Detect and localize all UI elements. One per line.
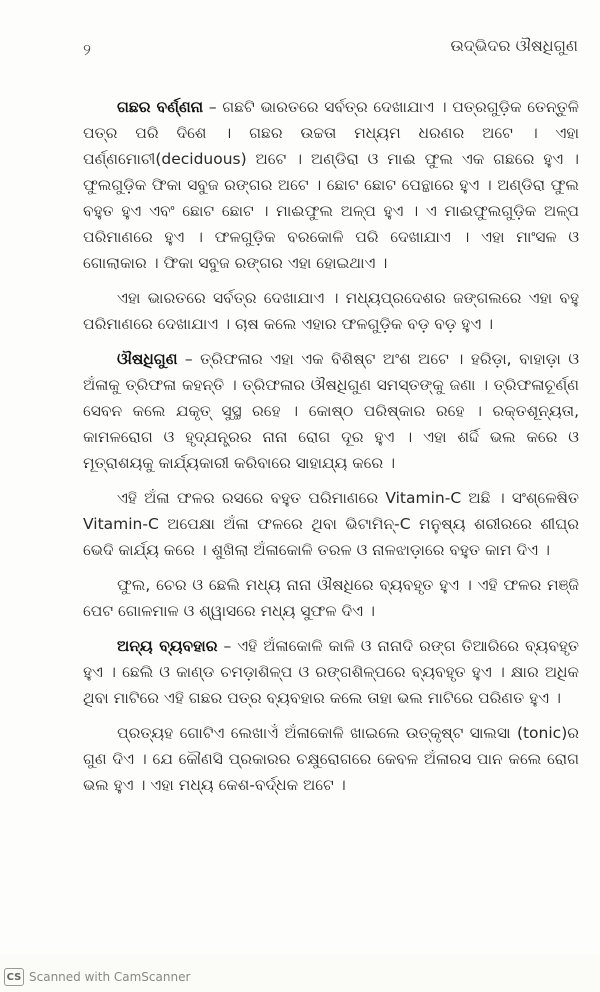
section-heading: ଗଛର ବର୍ଣ୍ଣନା [117, 98, 204, 116]
paragraph-description [83, 94, 579, 276]
scanner-watermark [4, 968, 190, 986]
paragraph-medicinal [83, 346, 579, 476]
section-heading: ଔଷଧିଗୁଣ [117, 350, 178, 368]
page-number: ୨ [83, 40, 91, 59]
paragraph-other-uses [83, 633, 579, 711]
camscanner-logo-icon: CS [4, 968, 24, 986]
paragraph-text: – ଗଛଟି ଭାରତରେ ସର୍ବତ୍ର ଦେଖାଯାଏ । ପତ୍ରଗୁଡ଼ିକ ତେନ୍ତୁଳି ପତ୍ର ପରି ଦିଶେ । ଗଛର ଉଚ୍ଚତା ମଧ୍ୟମ ଧରଣର ଅଟେ । ଏହା ପର୍ଣ୍ଣମୋଚୀ(deciduous) ଅଟେ । ଅଣ୍ଡିରା ଓ ମାଈ ଫୁଲ ଏକ ଗଛରେ ହୁଏ । ଫୁଲଗୁଡ଼ିକ ଫିକା ସବୁଜ ରଙ୍ଗର ଅଟେ । ଛୋଟ ଛୋଟ ପେନ୍ଥାରେ ହୁଏ । ଅଣ୍ଡିରା ଫୁଲ ବହୁତ ହୁଏ ଏବଂ ଛୋଟ ଛୋଟ । ମାଈଫୁଲ ଅଳ୍ପ ହୁଏ । ଏ ମାଈଫୁଲଗୁଡ଼ିକ ଅଳ୍ପ ପରିମାଣରେ ହୁଏ । ଫଳଗୁଡ଼ିକ ବରକୋଳି ପରି ଦେଖାଯାଏ । ଏହା ମାଂସଳ ଓ ଗୋଲାକାର । ଫିକା ସବୁଜ ରଙ୍ଗର ଏହା ହୋଇଥାଏ । [83, 98, 579, 272]
paragraph-text: – ତ୍ରିଫଳାର ଏହା ଏକ ବିଶିଷ୍ଟ ଅଂଶ ଅଟେ । ହରିଡ଼ା, ବାହାଡ଼ା ଓ ଅଁଳାକୁ ତ୍ରିଫଳା କହନ୍ତି । ତ୍ରିଫଳାର ଔଷଧିଗୁଣ ସମସ୍ତଙ୍କୁ ଜଣା । ତ୍ରିଫଳାଚୂର୍ଣ୍ଣ ସେବନ କଲେ ଯକୃତ୍ ସୁସ୍ଥ ରହେ । କୋଷ୍ଠ ପରିଷ୍କାର ରହେ । ରକ୍ତଶୂନ୍ୟତା, କାମଳରୋଗ ଓ ହୃଦ୍‌ଯନ୍ତ୍ରର ନାନା ରୋଗ ଦୂର ହୁଏ । ଏହା ଶର୍ଦ୍ଦି ଭଲ କରେ ଓ ମୂତ୍ରାଶୟକୁ କାର୍ଯ୍ୟକାରୀ କରିବାରେ ସାହାଯ୍ୟ କରେ । [83, 350, 579, 472]
paragraph-tonic [83, 720, 579, 798]
paragraph-vitamin [83, 485, 579, 563]
running-title: ଉଦ୍ଭିଦର ଔଷଧିଗୁଣ [450, 36, 578, 55]
page-body [83, 94, 579, 807]
paragraph-parts [83, 572, 579, 624]
paragraph-text: ପ୍ରତ୍ୟହ ଗୋଟିଏ ଲେଖାଏଁ ଅଁଳାକୋଳି ଖାଇଲେ ଉତ୍କୃଷ୍ଟ ସାଲସା (tonic)ର ଗୁଣ ଦିଏ । ଯେ କୌଣସି ପ୍ରକାରର ଚକ୍ଷୁରୋଗରେ କେବଳ ଅଁଳାରସ ପାନ କଲେ ରୋଗ ଭଲ ହୁଏ । ଏହା ମଧ୍ୟ କେଶ-ବର୍ଦ୍ଧକ ଅଟେ । [83, 724, 579, 794]
paragraph-distribution [83, 285, 579, 337]
paragraph-text: ଏହା ଭାରତରେ ସର୍ବତ୍ର ଦେଖାଯାଏ । ମଧ୍ୟପ୍ରଦେଶର ଜଙ୍ଗଲରେ ଏହା ବହୁ ପରିମାଣରେ ଦେଖାଯାଏ । ଚାଷ କଲେ ଏହାର ଫଳଗୁଡ଼ିକ ବଡ଼ ବଡ଼ ହୁଏ । [83, 289, 579, 333]
watermark-text: Scanned with CamScanner [29, 970, 191, 984]
section-heading: ଅନ୍ୟ ବ୍ୟବହାର [117, 637, 218, 655]
paragraph-text: – ଏହି ଅଁଳାକୋଳି କାଳି ଓ ନାନାଦି ରଙ୍ଗ ତିଆରିରେ ବ୍ୟବହୃତ ହୁଏ । ଛେଲି ଓ କାଣ୍ଡ ଚମଡ଼ାଶିଳ୍ପ ଓ ରଙ୍ଗଶିଳ୍ପରେ ବ୍ୟବହୃତ ହୁଏ । କ୍ଷାର ଅଧିକ ଥିବା ମାଟିରେ ଏହି ଗଛର ପତ୍ର ବ୍ୟବହାର କଲେ ତାହା ଭଲ ମାଟିରେ ପରିଣତ ହୁଏ । [83, 637, 579, 707]
paragraph-text: ଏହି ଅଁଳା ଫଳର ରସରେ ବହୁତ ପରିମାଣରେ Vitamin-C ଅଛି । ସଂଶ୍ଳେଷିତ Vitamin-C ଅପେକ୍ଷା ଅଁଳା ଫଳରେ ଥିବା ଭିଟାମିନ୍-C ମନୁଷ୍ୟ ଶରୀରରେ ଶୀଘ୍ର ଭେଦି କାର୍ଯ୍ୟ କରେ । ଶୁଖିଲା ଅଁଳାକୋଳି ତରଳ ଓ ନାଳଝାଡ଼ାରେ ବହୁତ କାମ ଦିଏ । [83, 489, 579, 559]
paragraph-text: ଫୁଲ, ଚେର ଓ ଛେଲି ମଧ୍ୟ ନାନା ଔଷଧିରେ ବ୍ୟବହୃତ ହୁଏ । ଏହି ଫଳର ମଞ୍ଜି ପେଟ ଗୋଳମାଳ ଓ ଶ୍ୱାସରେ ମଧ୍ୟ ସୁଫଳ ଦିଏ । [83, 576, 579, 620]
